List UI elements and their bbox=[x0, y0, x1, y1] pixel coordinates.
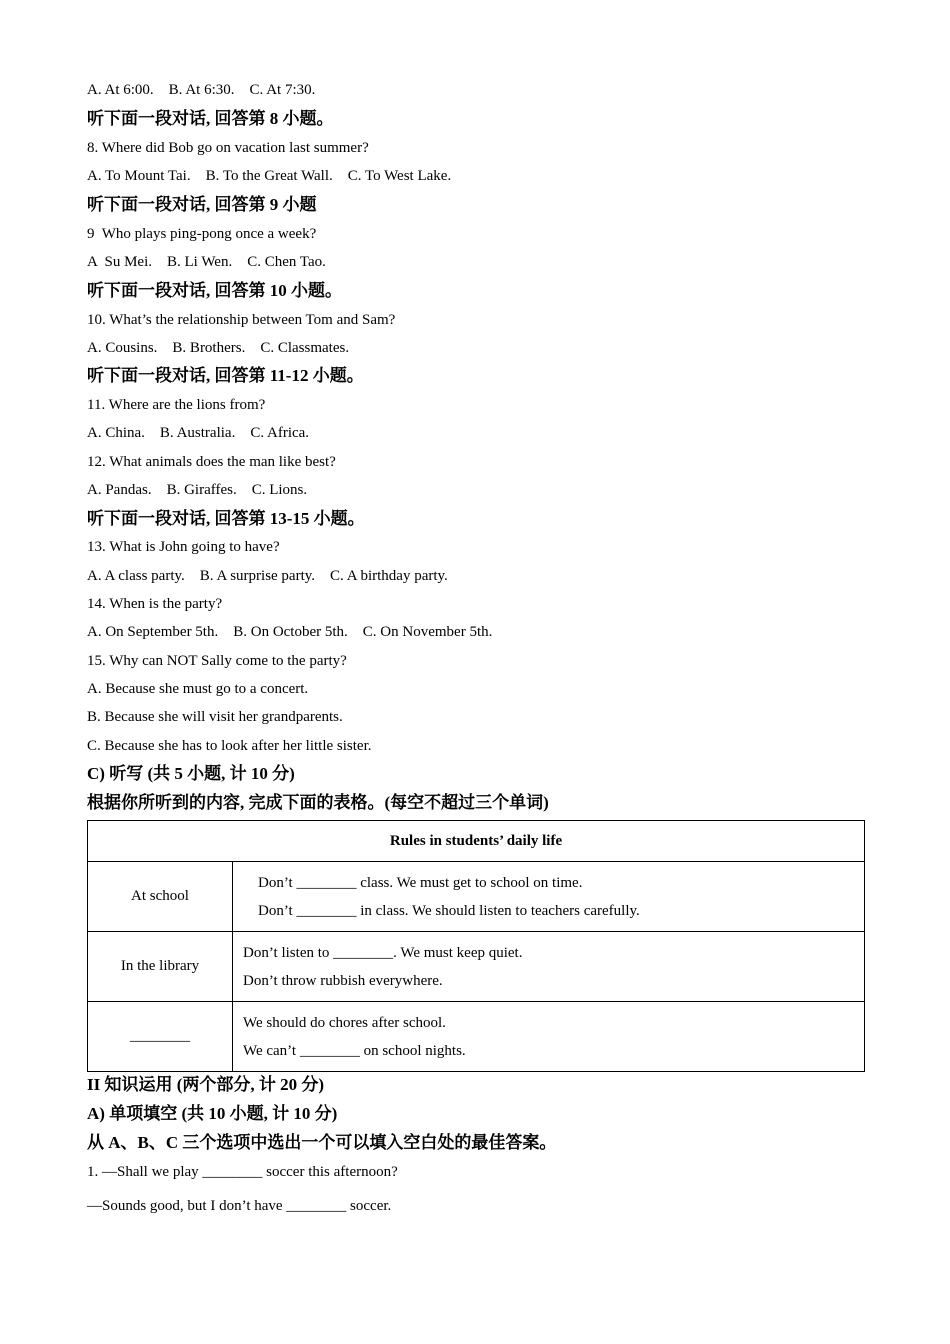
section-a-heading: A) 单项填空 (共 10 小题, 计 10 分) bbox=[87, 1104, 338, 1123]
question-15: 15. Why can NOT Sally come to the party? bbox=[87, 653, 347, 669]
question-9: 9 Who plays ping-pong once a week? bbox=[87, 226, 317, 242]
table-header-row bbox=[88, 821, 865, 862]
options-8: A. To Mount Tai. B. To the Great Wall. C. To West Lake. bbox=[87, 168, 452, 184]
question-11: 11. Where are the lions from? bbox=[87, 397, 266, 413]
table-row bbox=[88, 862, 865, 932]
table-row bbox=[88, 932, 865, 1002]
options-9: A Su Mei. B. Li Wen. C. Chen Tao. bbox=[87, 254, 326, 270]
row-label-library: In the library bbox=[88, 932, 233, 1002]
question-14: 14. When is the party? bbox=[87, 596, 223, 612]
table-title: Rules in students’ daily life bbox=[88, 821, 865, 862]
part-ii-heading: II 知识运用 (两个部分, 计 20 分) bbox=[87, 1075, 325, 1094]
question-10: 10. What’s the relationship between Tom and Sam? bbox=[87, 312, 396, 328]
instruction-q11-12: 听下面一段对话, 回答第 11-12 小题。 bbox=[87, 366, 364, 385]
options-10: A. Cousins. B. Brothers. C. Classmates. bbox=[87, 340, 350, 356]
table-row bbox=[88, 1002, 865, 1072]
option-15a: A. Because she must go to a concert. bbox=[87, 681, 309, 697]
options-13: A. A class party. B. A surprise party. C. A birthday party. bbox=[87, 568, 448, 584]
section-a-instruction: 从 A、B、C 三个选项中选出一个可以填入空白处的最佳答案。 bbox=[87, 1133, 557, 1152]
row-label-blank: ________ bbox=[88, 1002, 233, 1072]
row-label-school: At school bbox=[88, 862, 233, 932]
question-1-reply: —Sounds good, but I don’t have ________ soccer. bbox=[87, 1198, 392, 1214]
question-8: 8. Where did Bob go on vacation last summer? bbox=[87, 140, 369, 156]
options-7: A. At 6:00. B. At 6:30. C. At 7:30. bbox=[87, 82, 316, 98]
rule-line: Don’t ________ class. We must get to school on time. bbox=[243, 874, 583, 891]
rule-line: We can’t ________ on school nights. bbox=[243, 1042, 466, 1059]
row-content-school bbox=[233, 862, 865, 932]
instruction-q10: 听下面一段对话, 回答第 10 小题。 bbox=[87, 281, 342, 300]
section-c-instruction: 根据你所听到的内容, 完成下面的表格。(每空不超过三个单词) bbox=[87, 793, 549, 812]
section-c-heading: C) 听写 (共 5 小题, 计 10 分) bbox=[87, 764, 295, 783]
rules-table bbox=[87, 820, 865, 1072]
options-14: A. On September 5th. B. On October 5th. C. On November 5th. bbox=[87, 624, 493, 640]
question-13: 13. What is John going to have? bbox=[87, 539, 280, 555]
instruction-q9: 听下面一段对话, 回答第 9 小题 bbox=[87, 195, 317, 214]
options-12: A. Pandas. B. Giraffes. C. Lions. bbox=[87, 482, 308, 498]
rule-line: Don’t ________ in class. We should listen to teachers carefully. bbox=[243, 902, 640, 919]
row-content-home bbox=[233, 1002, 865, 1072]
question-12: 12. What animals does the man like best? bbox=[87, 454, 336, 470]
rule-line: Don’t throw rubbish everywhere. bbox=[243, 972, 443, 989]
rule-line: Don’t listen to ________. We must keep quiet. bbox=[243, 944, 523, 961]
option-15b: B. Because she will visit her grandparents. bbox=[87, 709, 343, 725]
rule-line: We should do chores after school. bbox=[243, 1014, 446, 1031]
options-11: A. China. B. Australia. C. Africa. bbox=[87, 425, 310, 441]
instruction-q8: 听下面一段对话, 回答第 8 小题。 bbox=[87, 109, 334, 128]
option-15c: C. Because she has to look after her little sister. bbox=[87, 738, 372, 754]
instruction-q13-15: 听下面一段对话, 回答第 13-15 小题。 bbox=[87, 509, 365, 528]
row-content-library bbox=[233, 932, 865, 1002]
question-1: 1. —Shall we play ________ soccer this afternoon? bbox=[87, 1164, 398, 1180]
